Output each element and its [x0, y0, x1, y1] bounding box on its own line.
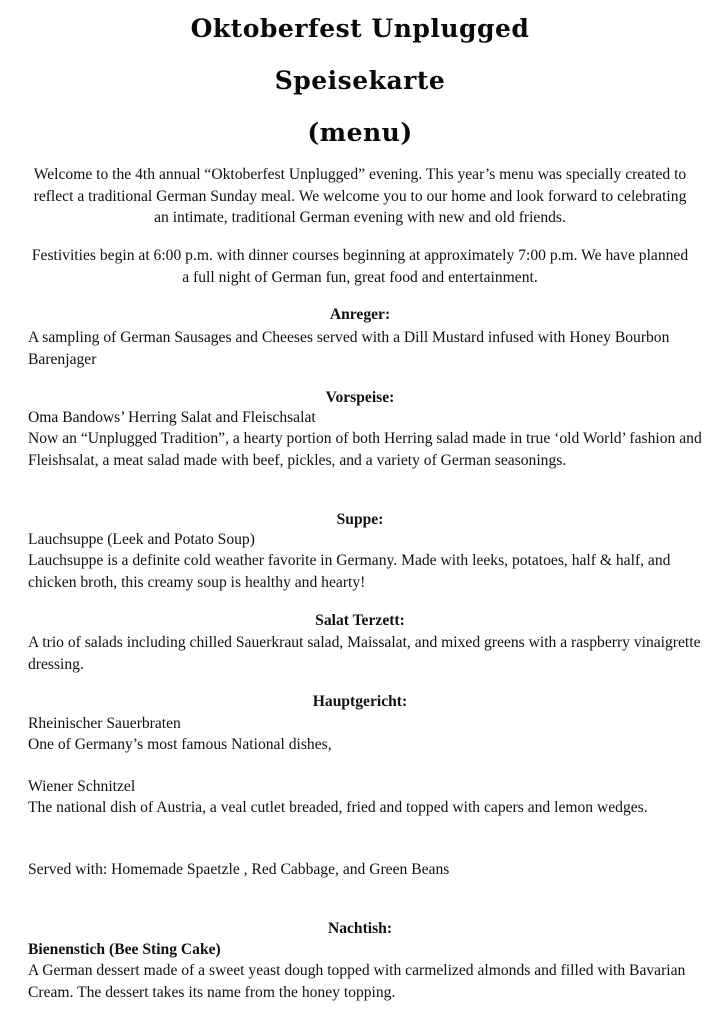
hauptgericht-dish-1-description: One of Germany’s most famous National dishes,: [28, 736, 332, 753]
hauptgericht-sides: Served with: Homemade Spaetzle , Red Cabbage, and Green Beans: [28, 861, 450, 878]
suppe-description: Lauchsuppe is a definite cold weather favorite in Germany. Made with leeks, potatoes, half & half, and chicken broth, this creamy soup is healthy and hearty!: [28, 552, 671, 591]
anreger-description: A sampling of German Sausages and Cheeses served with a Dill Mustard infused with Honey Bourbon Barenjager: [28, 329, 670, 368]
suppe-heading: Suppe:: [336, 511, 384, 528]
hauptgericht-heading: Hauptgericht:: [312, 693, 408, 710]
vorspeise-heading: Vorspeise:: [325, 389, 395, 406]
vorspeise-description: Now an “Unplugged Tradition”, a hearty portion of both Herring salad made in true ‘old World’ fashion and Fleishsalat, a meat salad made with beef, pickles, and a variety of German seasonings.: [28, 430, 702, 469]
nachtish-heading: Nachtish:: [327, 920, 393, 937]
event-title: Oktoberfest Unplugged: [190, 14, 530, 43]
menu-title-english: (menu): [307, 118, 413, 147]
salat-heading: Salat Terzett:: [315, 612, 405, 629]
salat-description: A trio of salads including chilled Sauerkraut salad, Maissalat, and mixed greens with a raspberry vinaigrette dressing.: [28, 634, 701, 673]
vorspeise-dish: Oma Bandows’ Herring Salat and Fleischsalat: [28, 409, 316, 426]
suppe-dish: Lauchsuppe (Leek and Potato Soup): [28, 531, 255, 548]
nachtish-description: A German dessert made of a sweet yeast dough topped with carmelized almonds and filled with Bavarian Cream. The dessert takes its name from the honey topping.: [28, 962, 686, 1001]
hauptgericht-dish-2-description: The national dish of Austria, a veal cutlet breaded, fried and topped with capers and lemon wedges.: [28, 799, 648, 816]
hauptgericht-dish-1: Rheinischer Sauerbraten: [28, 715, 181, 732]
anreger-heading: Anreger:: [329, 306, 391, 323]
hauptgericht-dish-2: Wiener Schnitzel: [28, 778, 136, 795]
menu-title-german: Speisekarte: [274, 66, 446, 95]
schedule-paragraph: Festivities begin at 6:00 p.m. with dinner courses beginning at approximately 7:00 p.m. We have planned a full night of German fun, great food and entertainment.: [31, 247, 689, 286]
welcome-paragraph: Welcome to the 4th annual “Oktoberfest Unplugged” evening. This year’s menu was specially created to reflect a traditional German Sunday meal. We welcome you to our home and look forward to celebrating an intimate, traditional German evening with new and old friends.: [33, 166, 687, 226]
nachtish-dish: Bienenstich (Bee Sting Cake): [28, 941, 221, 958]
